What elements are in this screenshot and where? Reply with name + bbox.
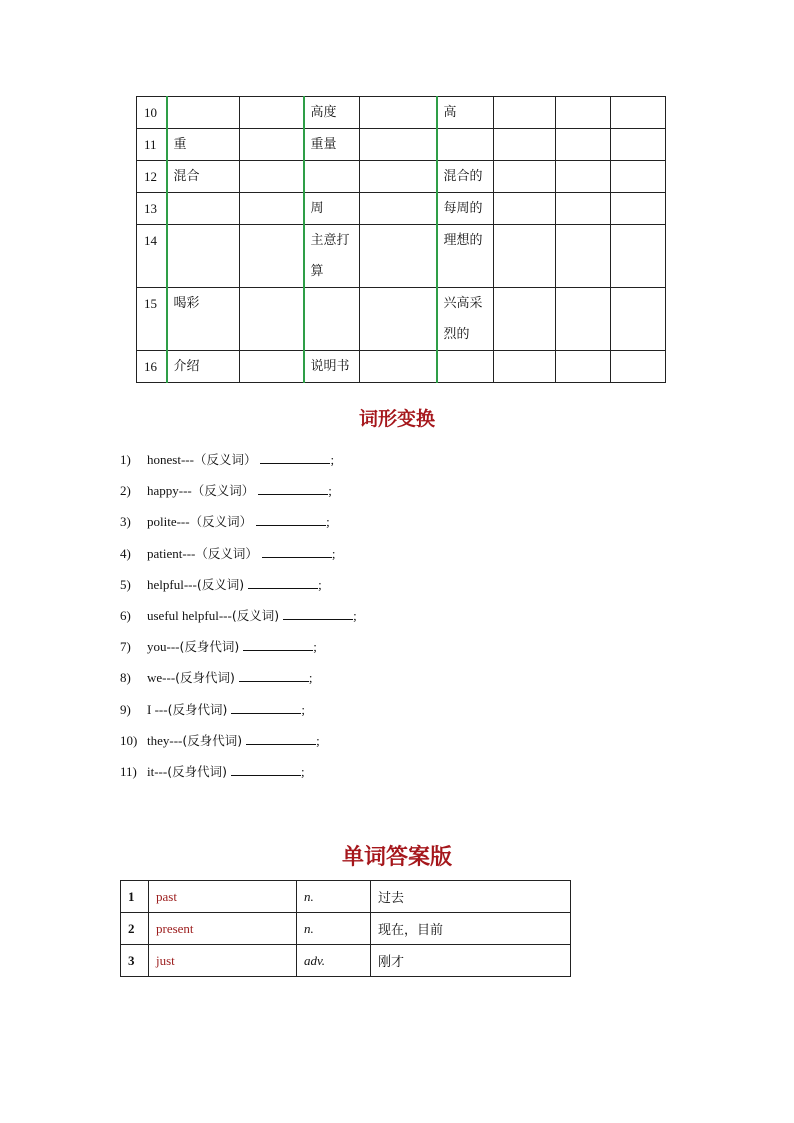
table-cell: 喝彩 xyxy=(167,288,240,351)
item-hint: （反义词） xyxy=(189,514,253,530)
item-hint: （反义词） xyxy=(191,483,255,499)
table-cell xyxy=(240,161,304,193)
answer-blank[interactable] xyxy=(260,450,330,464)
part-of-speech: n. xyxy=(297,913,371,945)
answer-blank[interactable] xyxy=(283,606,353,620)
answers-heading: 单词答案版 xyxy=(341,844,452,870)
item-word: polite--- xyxy=(147,514,190,530)
table-cell xyxy=(360,97,437,129)
table-cell: 理想的 xyxy=(437,225,494,288)
table-cell xyxy=(611,193,666,225)
answer-blank[interactable] xyxy=(256,512,326,526)
table-cell xyxy=(494,161,556,193)
item-word: I --- xyxy=(147,701,168,717)
item-number: 1) xyxy=(120,452,131,467)
table-cell xyxy=(360,193,437,225)
table-row xyxy=(121,881,571,913)
list-item xyxy=(120,698,357,729)
table-cell xyxy=(556,225,611,288)
item-end: ; xyxy=(326,514,330,530)
table-cell xyxy=(240,225,304,288)
list-item xyxy=(120,542,357,573)
table-cell xyxy=(494,225,556,288)
table-cell xyxy=(437,129,494,161)
answer-blank[interactable] xyxy=(262,544,332,558)
table-row xyxy=(137,97,666,129)
item-hint: (反身代词) xyxy=(175,670,235,686)
item-end: ; xyxy=(330,452,335,467)
meaning: 刚才 xyxy=(371,945,571,977)
word-form-table-body xyxy=(137,97,666,383)
item-word: it--- xyxy=(147,763,168,779)
table-cell: 混合的 xyxy=(437,161,494,193)
table-cell xyxy=(304,161,360,193)
item-number: 7) xyxy=(120,639,131,655)
table-row xyxy=(137,351,666,383)
item-number: 3) xyxy=(120,514,131,530)
item-number: 10) xyxy=(120,732,138,748)
list-item xyxy=(120,635,357,666)
item-number: 2) xyxy=(120,483,131,499)
row-number: 3 xyxy=(121,945,149,977)
answer-table-body xyxy=(121,881,571,977)
table-cell xyxy=(494,97,556,129)
item-end: ; xyxy=(308,670,313,686)
list-item xyxy=(120,729,357,760)
table-cell xyxy=(556,161,611,193)
item-word: patient--- xyxy=(147,545,196,561)
item-hint: (反身代词) xyxy=(182,732,243,748)
table-cell xyxy=(556,97,611,129)
row-number: 2 xyxy=(121,913,149,945)
row-number: 13 xyxy=(137,193,167,225)
answer-blank[interactable] xyxy=(246,731,316,745)
table-cell xyxy=(240,288,304,351)
meaning: 过去 xyxy=(371,881,571,913)
word-forms-exercise-list xyxy=(120,448,357,791)
table-cell xyxy=(240,129,304,161)
word-forms-heading: 词形变换 xyxy=(358,408,435,430)
table-cell: 重 xyxy=(167,129,240,161)
item-number: 11) xyxy=(120,763,137,779)
table-cell xyxy=(494,288,556,351)
row-number: 10 xyxy=(137,97,167,129)
table-cell: 高度 xyxy=(304,97,360,129)
table-cell xyxy=(494,129,556,161)
item-number: 9) xyxy=(120,701,131,717)
item-end: ; xyxy=(301,701,305,717)
answer-word: past xyxy=(149,881,297,913)
item-end: ; xyxy=(300,763,305,779)
table-row xyxy=(121,913,571,945)
table-cell: 介绍 xyxy=(167,351,240,383)
table-cell xyxy=(556,193,611,225)
part-of-speech: adv. xyxy=(297,945,371,977)
answer-blank[interactable] xyxy=(258,481,328,495)
item-end: ; xyxy=(318,576,322,592)
table-cell xyxy=(611,129,666,161)
item-hint: (反身代词) xyxy=(179,639,240,655)
item-hint: （反义词） xyxy=(193,452,257,467)
item-end: ; xyxy=(328,483,332,499)
table-cell xyxy=(611,97,666,129)
table-row xyxy=(137,225,666,288)
row-number: 16 xyxy=(137,351,167,383)
item-number: 8) xyxy=(120,670,131,686)
table-cell xyxy=(360,225,437,288)
table-cell xyxy=(611,161,666,193)
item-hint: (反身代词) xyxy=(167,701,228,717)
item-end: ; xyxy=(331,545,336,561)
table-cell: 主意打算 xyxy=(304,225,360,288)
table-cell: 混合 xyxy=(167,161,240,193)
table-row xyxy=(121,945,571,977)
list-item xyxy=(120,510,357,541)
list-item xyxy=(120,448,357,479)
meaning: 现在，目前 xyxy=(371,913,571,945)
table-cell: 重量 xyxy=(304,129,360,161)
list-item xyxy=(120,573,357,604)
table-cell xyxy=(556,288,611,351)
item-number: 4) xyxy=(120,545,131,561)
table-cell xyxy=(360,129,437,161)
part-of-speech: n. xyxy=(297,881,371,913)
row-number: 12 xyxy=(137,161,167,193)
table-cell xyxy=(240,97,304,129)
table-cell xyxy=(611,225,666,288)
item-end: ; xyxy=(316,732,320,748)
answer-blank[interactable] xyxy=(231,700,301,714)
item-hint: (反身代词) xyxy=(167,763,227,779)
table-cell: 周 xyxy=(304,193,360,225)
table-cell: 高 xyxy=(437,97,494,129)
item-end: ; xyxy=(313,639,317,655)
item-hint: （反义词） xyxy=(195,545,258,561)
table-cell: 兴高采烈的 xyxy=(437,288,494,351)
table-cell xyxy=(304,288,360,351)
row-number: 14 xyxy=(137,225,167,288)
item-word: they--- xyxy=(147,732,183,748)
table-cell xyxy=(556,351,611,383)
answer-word: present xyxy=(149,913,297,945)
answer-blank[interactable] xyxy=(239,668,309,682)
table-row xyxy=(137,161,666,193)
table-cell xyxy=(240,193,304,225)
table-cell xyxy=(556,129,611,161)
table-cell xyxy=(360,288,437,351)
table-cell xyxy=(437,351,494,383)
table-cell xyxy=(360,161,437,193)
item-word: we--- xyxy=(147,670,176,686)
table-cell xyxy=(611,351,666,383)
list-item xyxy=(120,479,357,510)
table-cell: 说明书 xyxy=(304,351,360,383)
table-cell xyxy=(494,193,556,225)
word-form-table xyxy=(136,96,666,383)
item-number: 5) xyxy=(120,576,131,592)
row-number: 15 xyxy=(137,288,167,351)
list-item xyxy=(120,666,357,697)
list-item xyxy=(120,760,357,791)
answer-blank[interactable] xyxy=(248,575,318,589)
item-end: ; xyxy=(353,607,357,623)
row-number: 11 xyxy=(137,129,167,161)
item-word: helpful--- xyxy=(147,576,197,592)
item-word: useful helpful--- xyxy=(147,607,232,623)
list-item xyxy=(120,604,357,635)
table-cell xyxy=(611,288,666,351)
table-cell xyxy=(494,351,556,383)
table-cell xyxy=(240,351,304,383)
table-row xyxy=(137,288,666,351)
item-hint: (反义词) xyxy=(231,607,280,623)
answer-blank[interactable] xyxy=(231,762,301,776)
table-cell xyxy=(167,225,240,288)
answer-blank[interactable] xyxy=(243,637,313,651)
row-number: 1 xyxy=(121,881,149,913)
answer-word: just xyxy=(149,945,297,977)
table-cell xyxy=(167,97,240,129)
item-number: 6) xyxy=(120,607,131,623)
table-cell xyxy=(360,351,437,383)
item-hint: (反义词) xyxy=(196,576,245,592)
table-cell: 每周的 xyxy=(437,193,494,225)
item-word: honest--- xyxy=(147,452,194,467)
table-row xyxy=(137,193,666,225)
table-row xyxy=(137,129,666,161)
table-cell xyxy=(167,193,240,225)
answer-table xyxy=(120,880,571,977)
item-word: you--- xyxy=(147,639,180,655)
item-word: happy--- xyxy=(147,483,192,499)
